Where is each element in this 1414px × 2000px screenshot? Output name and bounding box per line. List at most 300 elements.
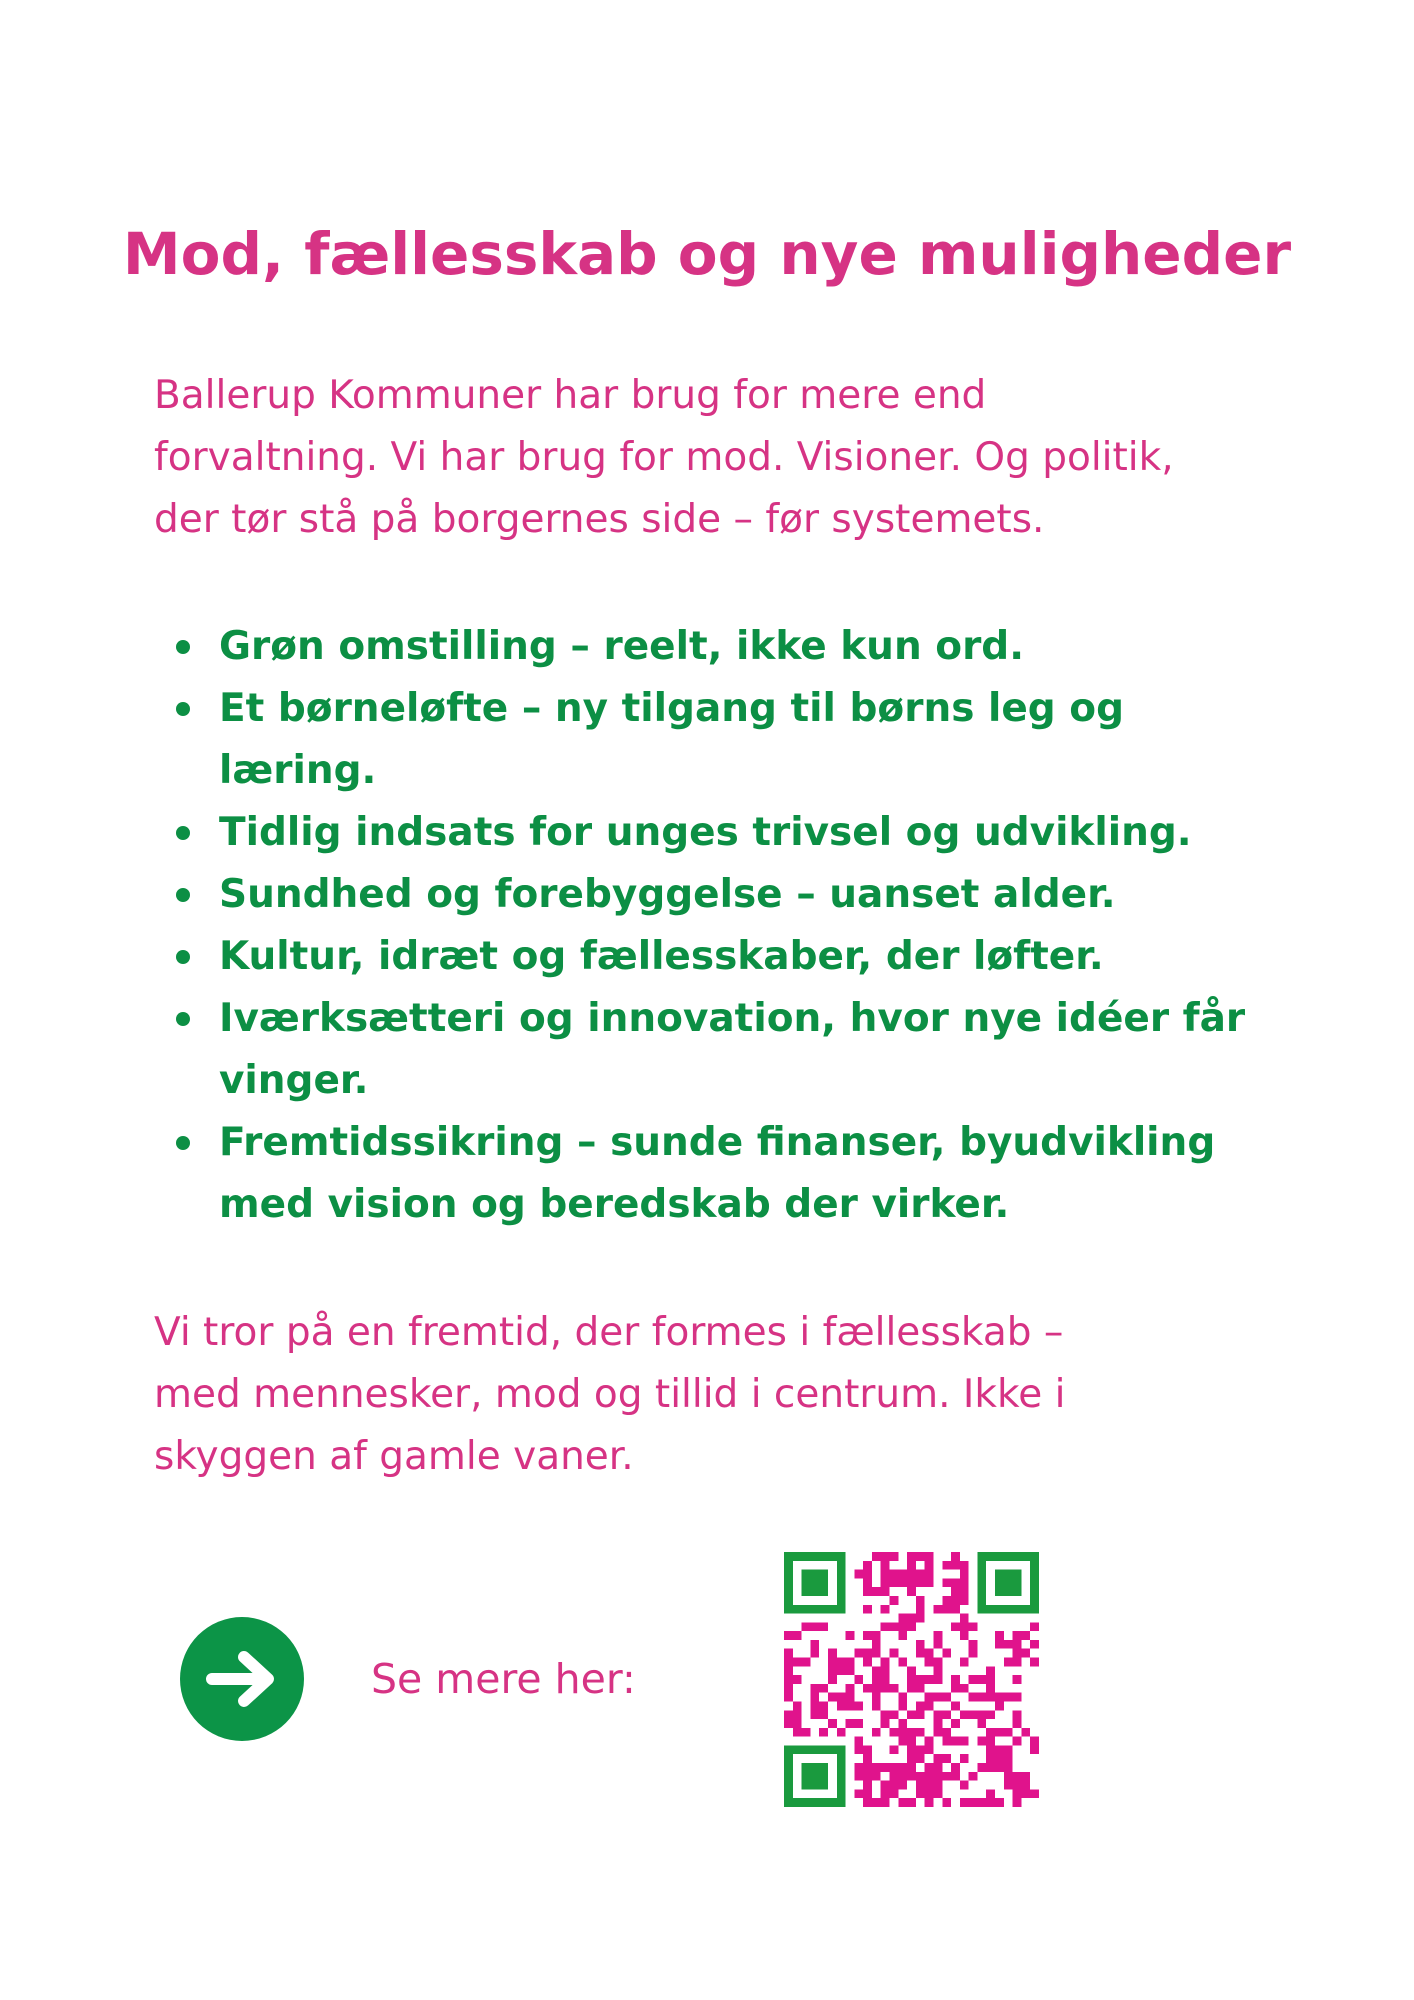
qr-module [951,1772,960,1781]
qr-module [1013,1789,1022,1798]
qr-module [942,1798,951,1807]
qr-module [925,1561,934,1570]
qr-module [1004,1763,1013,1772]
qr-module [933,1719,942,1728]
qr-module [925,1763,934,1772]
qr-module [872,1649,881,1658]
qr-module [916,1675,925,1684]
qr-module [969,1693,978,1702]
qr-module [1030,1622,1039,1631]
qr-module [881,1561,890,1570]
qr-module [925,1552,934,1561]
qr-module [1013,1772,1022,1781]
qr-module [890,1596,899,1605]
qr-module [916,1596,925,1605]
list-item [154,802,1294,864]
qr-module [995,1745,1004,1754]
qr-module [942,1737,951,1746]
qr-module [951,1605,960,1614]
qr-module [925,1578,934,1587]
qr-module [810,1684,819,1693]
qr-module [784,1693,793,1702]
qr-module [863,1789,872,1798]
qr-module [1004,1745,1013,1754]
qr-module [933,1754,942,1763]
qr-module [1030,1789,1039,1798]
qr-module [960,1684,969,1693]
qr-module [986,1754,995,1763]
qr-module [942,1754,951,1763]
qr-module [960,1578,969,1587]
qr-module [898,1737,907,1746]
qr-code-graphic [784,1552,1039,1807]
qr-module [854,1570,863,1579]
qr-module [1030,1658,1039,1667]
qr-module [933,1658,942,1667]
qr-module [881,1605,890,1614]
qr-module [802,1728,811,1737]
qr-module [828,1658,837,1667]
qr-module [863,1763,872,1772]
qr-module [863,1587,872,1596]
qr-module [907,1798,916,1807]
qr-module [916,1614,925,1623]
qr-module [916,1640,925,1649]
qr-module [995,1701,1004,1710]
qr-module [1021,1789,1030,1798]
qr-module [925,1570,934,1579]
qr-module [819,1622,828,1631]
qr-module [872,1631,881,1640]
qr-module [1021,1728,1030,1737]
qr-module [907,1587,916,1596]
qr-module [942,1578,951,1587]
qr-module [837,1728,846,1737]
qr-module [1004,1728,1013,1737]
list-item-text: Iværksætteri og innovation, hvor nye idéer får vinger. [219,996,1246,1103]
qr-module [907,1745,916,1754]
qr-module [925,1772,934,1781]
qr-module [881,1587,890,1596]
qr-module [872,1763,881,1772]
qr-module [951,1561,960,1570]
qr-module [995,1640,1004,1649]
qr-module [960,1614,969,1623]
qr-module [916,1684,925,1693]
qr-module [960,1798,969,1807]
qr-module [951,1675,960,1684]
qr-module [907,1772,916,1781]
qr-module [793,1658,802,1667]
qr-module [872,1675,881,1684]
qr-module [890,1570,899,1579]
qr-module [863,1631,872,1640]
list-item-text: Kultur, idræt og fællesskaber, der løfter. [219,934,1104,979]
closing-paragraph: Vi tror på en fremtid, der formes i fællesskab – med mennesker, mod og tillid i centrum. Ikke i skyggen af gamle vaner. [154,1310,1066,1479]
qr-module [881,1578,890,1587]
qr-module [898,1798,907,1807]
qr-module [925,1693,934,1702]
qr-module [854,1649,863,1658]
qr-module [951,1552,960,1561]
qr-module [863,1772,872,1781]
qr-module [942,1605,951,1614]
intro-paragraph: Ballerup Kommuner har brug for mere end forvaltning. Vi har brug for mod. Visioner. Og politik, der tør stå på borgernes side – før systemets. [154,373,1174,542]
qr-module [960,1587,969,1596]
qr-module [995,1631,1004,1640]
qr-module [916,1701,925,1710]
qr-module [872,1587,881,1596]
qr-module [933,1675,942,1684]
qr-module [916,1789,925,1798]
list-item-text: Fremtidssikring – sunde finanser, byudvikling med vision og beredskab der virker. [219,1120,1216,1227]
qr-module [802,1622,811,1631]
qr-module [1013,1710,1022,1719]
qr-module [898,1781,907,1790]
qr-module [1004,1781,1013,1790]
qr-module [916,1728,925,1737]
qr-module [890,1789,899,1798]
qr-module [1021,1781,1030,1790]
qr-module [872,1701,881,1710]
list-item-text: Sundhed og forebyggelse – uanset alder. [219,872,1116,917]
qr-module [881,1675,890,1684]
qr-module [854,1772,863,1781]
qr-module [819,1728,828,1737]
bullet-dot-icon [176,888,190,902]
qr-module [810,1640,819,1649]
qr-module [986,1728,995,1737]
qr-module [1004,1658,1013,1667]
list-item [154,926,1294,988]
qr-module [907,1728,916,1737]
qr-module [1013,1658,1022,1667]
qr-module [784,1658,793,1667]
qr-module [969,1710,978,1719]
qr-module [784,1666,793,1675]
bullet-dot-icon [176,1012,190,1026]
qr-module [846,1719,855,1728]
qr-module [1004,1754,1013,1763]
qr-module [916,1649,925,1658]
qr-module [986,1684,995,1693]
qr-module [986,1710,995,1719]
qr-module [819,1684,828,1693]
qr-module [977,1693,986,1702]
qr-module [863,1798,872,1807]
qr-module [907,1675,916,1684]
qr-module [802,1658,811,1667]
qr-module [898,1701,907,1710]
qr-module [828,1666,837,1675]
qr-module [977,1798,986,1807]
arrow-right-icon[interactable] [180,1617,304,1741]
qr-module [977,1763,986,1772]
qr-module [881,1684,890,1693]
qr-module [907,1622,916,1631]
qr-module [1013,1798,1022,1807]
qr-module [810,1622,819,1631]
arrow-right-icon-graphic [180,1617,304,1741]
qr-module [863,1658,872,1667]
qr-module [925,1649,934,1658]
qr-module [793,1675,802,1684]
qr-module [1004,1693,1013,1702]
qr-module [863,1649,872,1658]
qr-module [925,1737,934,1746]
qr-module [890,1622,899,1631]
qr-module [872,1772,881,1781]
qr-module [872,1666,881,1675]
bullet-dot-icon [176,950,190,964]
qr-module [784,1684,793,1693]
qr-module [846,1666,855,1675]
qr-module [872,1798,881,1807]
qr-module [854,1675,863,1684]
qr-module [890,1745,899,1754]
list-item-text: Tidlig indsats for unges trivsel og udvikling. [219,810,1192,855]
qr-module [977,1737,986,1746]
qr-module [881,1781,890,1790]
list-item [154,988,1294,1112]
qr-module [828,1649,837,1658]
qr-module [995,1763,1004,1772]
qr-module [1021,1649,1030,1658]
qr-module [907,1570,916,1579]
qr-module [793,1710,802,1719]
qr-module [854,1745,863,1754]
qr-module [907,1614,916,1623]
qr-module [925,1781,934,1790]
qr-module [942,1596,951,1605]
qr-module [890,1781,899,1790]
qr-module [969,1640,978,1649]
qr-module [960,1710,969,1719]
qr-module [969,1798,978,1807]
qr-module [916,1570,925,1579]
qr-module [1004,1640,1013,1649]
qr-module [951,1763,960,1772]
qr-module [863,1570,872,1579]
qr-module [916,1781,925,1790]
qr-module [872,1693,881,1702]
qr-module [907,1710,916,1719]
qr-module [907,1763,916,1772]
qr-module [986,1798,995,1807]
qr-module [890,1728,899,1737]
qr-module [933,1693,942,1702]
qr-module [810,1649,819,1658]
qr-module [898,1719,907,1728]
qr-module [898,1658,907,1667]
qr-module [942,1693,951,1702]
qr-module [890,1684,899,1693]
qr-module [986,1666,995,1675]
qr-module [898,1631,907,1640]
qr-module [863,1561,872,1570]
qr-module [933,1728,942,1737]
qr-module [916,1605,925,1614]
qr-module [898,1578,907,1587]
qr-module [960,1754,969,1763]
qr-module [933,1631,942,1640]
list-item [154,678,1219,802]
qr-module [846,1658,855,1667]
qr-module [881,1719,890,1728]
qr-module [881,1763,890,1772]
qr-module [986,1693,995,1702]
qr-module [810,1710,819,1719]
see-more-label: Se mere her: [371,1655,636,1703]
qr-module [810,1693,819,1702]
qr-module [872,1728,881,1737]
qr-module [907,1737,916,1746]
qr-module [995,1728,1004,1737]
qr-module [863,1605,872,1614]
qr-module [933,1710,942,1719]
qr-module [951,1701,960,1710]
qr-module [933,1772,942,1781]
qr-module [960,1781,969,1790]
qr-module [784,1631,793,1640]
qr-module [890,1552,899,1561]
qr-module [933,1640,942,1649]
qr-module [986,1675,995,1684]
qr-module [960,1658,969,1667]
qr-module [793,1701,802,1710]
qr-module [881,1552,890,1561]
qr-module [960,1561,969,1570]
qr-code-icon[interactable] [784,1552,1039,1807]
qr-module [819,1701,828,1710]
qr-module [890,1772,899,1781]
qr-module [819,1710,828,1719]
qr-module [898,1772,907,1781]
qr-module [872,1552,881,1561]
qr-module [995,1798,1004,1807]
qr-module [907,1561,916,1570]
qr-module [916,1772,925,1781]
qr-module [1004,1772,1013,1781]
qr-module [881,1666,890,1675]
qr-module [986,1737,995,1746]
qr-module [1021,1772,1030,1781]
qr-module [881,1658,890,1667]
qr-module [863,1781,872,1790]
qr-module [872,1684,881,1693]
qr-module [793,1631,802,1640]
qr-module [907,1754,916,1763]
qr-module [960,1737,969,1746]
list-item [154,1112,1294,1236]
qr-module [1013,1719,1022,1728]
qr-module [942,1649,951,1658]
qr-module [890,1649,899,1658]
qr-module [890,1578,899,1587]
qr-module [854,1737,863,1746]
qr-module [854,1763,863,1772]
bullet-dot-icon [176,826,190,840]
qr-module [828,1693,837,1702]
qr-module [1013,1631,1022,1640]
qr-module [960,1622,969,1631]
qr-module [846,1684,855,1693]
qr-module [969,1649,978,1658]
qr-module [916,1745,925,1754]
qr-module [872,1640,881,1649]
qr-module [969,1772,978,1781]
qr-module [951,1622,960,1631]
qr-module [1013,1649,1022,1658]
qr-module [898,1693,907,1702]
qr-module [960,1570,969,1579]
qr-module [907,1684,916,1693]
qr-module [933,1605,942,1614]
qr-module [916,1552,925,1561]
qr-module [898,1622,907,1631]
qr-module [942,1772,951,1781]
qr-module [1021,1631,1030,1640]
qr-module [863,1754,872,1763]
qr-module [784,1649,793,1658]
qr-module [1030,1745,1039,1754]
qr-module [846,1631,855,1640]
qr-module [837,1666,846,1675]
qr-module [942,1561,951,1570]
bullet-dot-icon [176,1136,190,1150]
qr-module [916,1754,925,1763]
qr-module [863,1578,872,1587]
qr-module [1013,1737,1022,1746]
list-item [154,616,1294,678]
qr-module [898,1570,907,1579]
qr-module [951,1578,960,1587]
qr-module [942,1710,951,1719]
qr-module [907,1666,916,1675]
qr-module [933,1789,942,1798]
qr-module [793,1719,802,1728]
qr-module [925,1701,934,1710]
qr-module [1013,1781,1022,1790]
page-title: Mod, fællesskab og nye muligheder [122,220,1292,288]
qr-module [969,1622,978,1631]
qr-module [907,1578,916,1587]
qr-module [977,1719,986,1728]
qr-module [925,1745,934,1754]
qr-module [898,1728,907,1737]
qr-module [881,1789,890,1798]
qr-module [907,1552,916,1561]
qr-module [837,1693,846,1702]
qr-module [793,1728,802,1737]
qr-module [933,1763,942,1772]
qr-module [828,1719,837,1728]
qr-module [810,1701,819,1710]
priority-list [154,616,1294,1236]
list-item-text: Grøn omstilling – reelt, ikke kun ord. [219,624,1025,669]
list-item-text: Et børneløfte – ny tilgang til børns leg og læring. [219,686,1125,793]
qr-module [854,1719,863,1728]
qr-module [863,1684,872,1693]
qr-module [890,1763,899,1772]
qr-module [898,1614,907,1623]
qr-module [837,1701,846,1710]
qr-module [881,1622,890,1631]
list-item [154,864,1294,926]
qr-module [1013,1640,1022,1649]
qr-module [863,1745,872,1754]
qr-module [969,1675,978,1684]
